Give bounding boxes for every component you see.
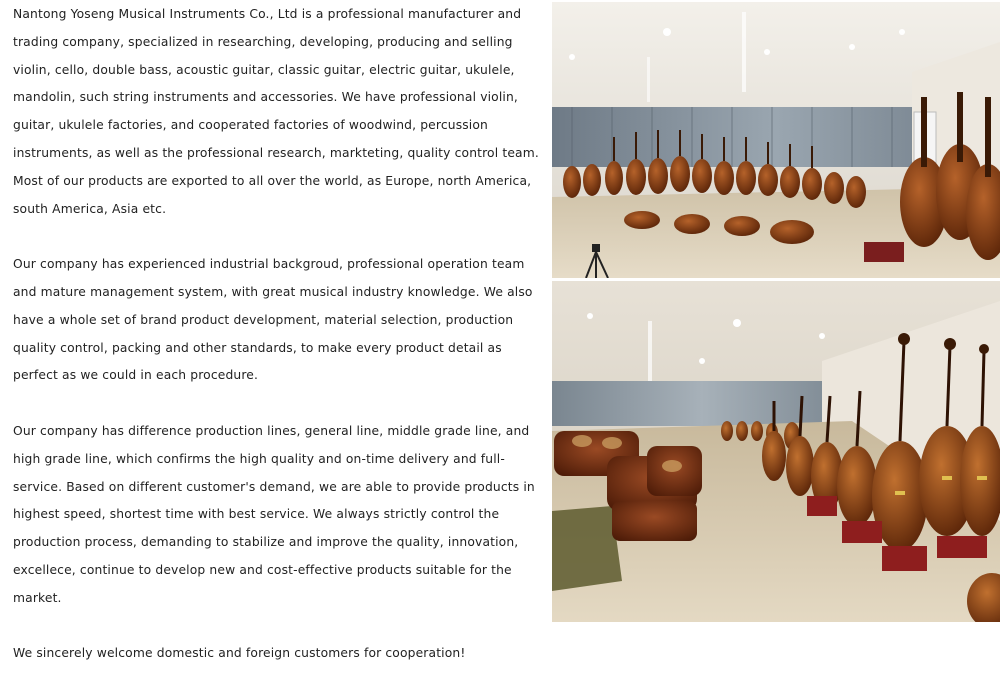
company-description bbox=[13, 1, 545, 696]
showroom-image-2 bbox=[552, 281, 1000, 622]
showroom-image-1 bbox=[552, 2, 1000, 278]
showroom-photo-2 bbox=[552, 281, 1000, 622]
paragraph-production: Our company has difference production lines, general line, middle grade line, and high grade line, which confirms the high quality and on-time delivery and full-service. Based on different customer's demand, we are able to provide products in highest speed, shortest time with best service. We always strictly control the production process, demanding to stabilize and improve the quality, innovation, excellece, continue to develop new and cost-effective products suitable for the market. bbox=[13, 423, 535, 605]
paragraph-background: Our company has experienced industrial backgroud, professional operation team and mature management system, with great musical industry knowledge. We also have a whole set of brand product development, material selection, production quality control, packing and other standards, to make every product detail as perfect as we could in each procedure. bbox=[13, 257, 533, 383]
showroom-photo-1 bbox=[552, 2, 1000, 278]
paragraph-welcome: We sincerely welcome domestic and foreign customers for cooperation! bbox=[13, 646, 466, 661]
paragraph-intro: Nantong Yoseng Musical Instruments Co., Ltd is a professional manufacturer and trading company, specialized in researching, developing, producing and selling violin, cello, double bass, acoustic guitar, classic guitar, electric guitar, ukulele, mandolin, such string instruments and accessories. We have professional violin, guitar, ukulele factories, and cooperated factories of woodwind, percussion instruments, as well as the professional research, markteting, quality control team. Most of our products are exported to all over the world, as Europe, north America, south America, Asia etc. bbox=[13, 7, 539, 216]
